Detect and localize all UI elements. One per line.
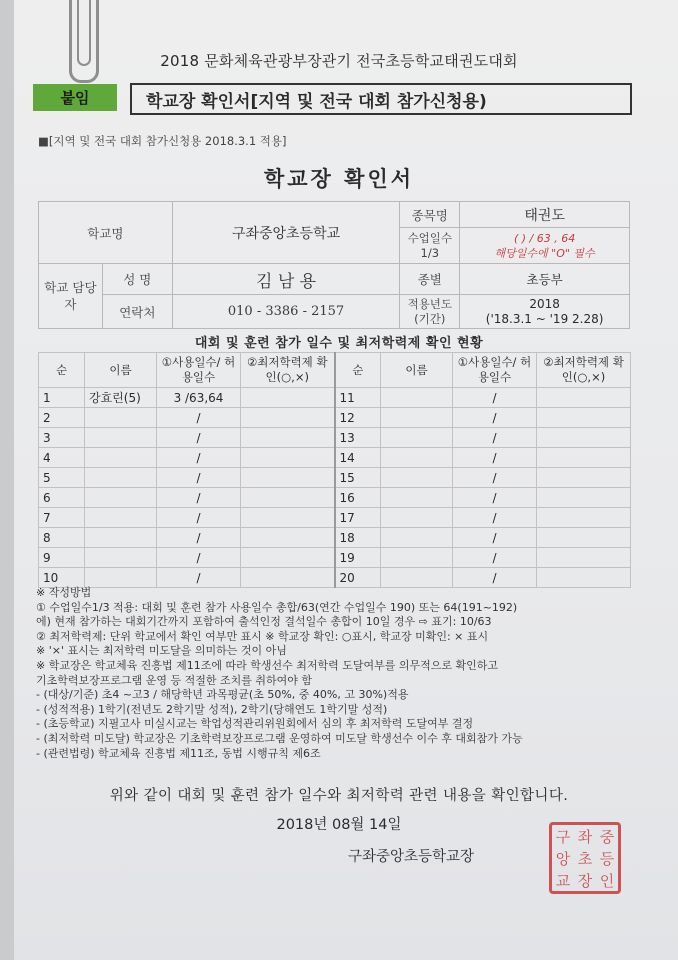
instruction-line: 에) 현재 참가하는 대회기간까지 포함하여 출석인정 결석일수 총합이 10일 경우 ⇨ 표기: 10/63 xyxy=(36,615,492,629)
year-label: 적용년도 (기간) xyxy=(400,295,460,329)
table-row xyxy=(39,548,631,568)
col-no: 순 xyxy=(39,353,85,388)
row-min xyxy=(537,388,631,408)
instruction-line: 기초학력보장프로그램 운영 등 적절한 조치를 취하여야 함 xyxy=(36,673,313,687)
year-value: 2018 xyxy=(529,296,560,311)
instruction-line: - (성적적용) 1학기(전년도 2학기말 성적), 2학기(당해연도 1학기말 성적) xyxy=(36,702,388,716)
row-name xyxy=(85,508,157,528)
instruction-line: ※ '×' 표시는 최저학력 미도달을 의미하는 것이 아님 xyxy=(36,644,287,658)
row-min xyxy=(241,508,335,528)
col-no: 순 xyxy=(335,353,381,388)
row-min xyxy=(241,448,335,468)
col-min: ②최저학력제 확인(○,×) xyxy=(241,353,335,388)
instruction-line: - (최저학력 미도달) 학교장은 기초학력보장프로그램 운영하여 미도달 학생선수 이수 후 대회참가 가능 xyxy=(36,731,523,745)
confirmation-statement: 위와 같이 대회 및 훈련 참가 일수와 최저학력 관련 내용을 확인합니다. xyxy=(109,788,569,804)
event-title: 2018 문화체육관광부장관기 전국초등학교태권도대회 xyxy=(160,52,518,70)
section-title: 대회 및 훈련 참가 일수 및 최저학력제 확인 현황 xyxy=(194,336,484,351)
row-no: 10 xyxy=(39,568,85,588)
row-name xyxy=(85,468,157,488)
row-no: 2 xyxy=(39,408,85,428)
row-name xyxy=(85,428,157,448)
form-title: 학교장 확인서[지역 및 전국 대회 참가신청용) xyxy=(130,83,632,115)
row-min xyxy=(537,428,631,448)
row-name xyxy=(381,388,453,408)
row-min xyxy=(537,528,631,548)
row-days: / xyxy=(157,408,241,428)
row-name xyxy=(381,508,453,528)
row-no: 6 xyxy=(39,488,85,508)
seal-char: 구 xyxy=(555,827,571,846)
seal-char: 초 xyxy=(577,849,593,868)
row-days: / xyxy=(453,568,537,588)
category-label: 종별 xyxy=(400,264,460,295)
row-days: / xyxy=(453,468,537,488)
year-range: ('18.3.1 ~ '19 2.28) xyxy=(485,311,604,326)
school-name-value: 구좌중앙초등학교 xyxy=(172,202,400,264)
attachment-badge: 붙임 xyxy=(33,84,117,111)
row-min xyxy=(241,548,335,568)
participation-table xyxy=(38,352,631,588)
row-no: 18 xyxy=(335,528,381,548)
row-min xyxy=(241,388,335,408)
table-row xyxy=(39,408,631,428)
col-days: ①사용일수/ 허용일수 xyxy=(157,353,241,388)
row-no: 3 xyxy=(39,428,85,448)
instruction-line: - (관련법령) 학교체육 진흥법 제11조, 동법 시행규칙 제6조 xyxy=(36,746,321,760)
col-min: ②최저학력제 확인(○,×) xyxy=(537,353,631,388)
confirmation-date: 2018년 08월 14일 xyxy=(276,817,402,833)
row-name xyxy=(85,548,157,568)
school-days-note: 해당일수에 "O" 필수 xyxy=(494,246,595,260)
row-name xyxy=(381,468,453,488)
staff-name-label: 성 명 xyxy=(102,264,172,295)
row-days: / xyxy=(453,488,537,508)
row-min xyxy=(241,488,335,508)
seal-char: 장 xyxy=(577,871,593,890)
row-name xyxy=(85,568,157,588)
row-min xyxy=(537,448,631,468)
row-days: / xyxy=(157,428,241,448)
row-days: / xyxy=(453,428,537,448)
row-min xyxy=(241,428,335,448)
seal-char: 등 xyxy=(599,849,615,868)
row-no: 13 xyxy=(335,428,381,448)
table-row xyxy=(39,488,631,508)
row-min xyxy=(537,468,631,488)
table-row xyxy=(39,468,631,488)
row-no: 16 xyxy=(335,488,381,508)
row-days: / xyxy=(157,448,241,468)
row-name xyxy=(381,448,453,468)
col-name: 이름 xyxy=(381,353,453,388)
row-no: 1 xyxy=(39,388,85,408)
row-days: 3 /63,64 xyxy=(157,388,241,408)
instruction-line: ※ 학교장은 학교체육 진흥법 제11조에 따라 학생선수 최저학력 도달여부를 의무적으로 확인하고 xyxy=(36,658,498,672)
row-days: / xyxy=(157,548,241,568)
row-name xyxy=(85,408,157,428)
row-no: 17 xyxy=(335,508,381,528)
contact-label: 연락처 xyxy=(102,295,172,329)
table-row xyxy=(39,508,631,528)
instruction-line: - (대상/기준) 초4 ~고3 / 해당학년 과목평균(초 50%, 중 40%, 고 30%)적용 xyxy=(36,688,409,702)
row-no: 8 xyxy=(39,528,85,548)
row-no: 4 xyxy=(39,448,85,468)
table-row xyxy=(39,568,631,588)
row-min xyxy=(241,568,335,588)
instruction-line: ① 수업일수1/3 적용: 대회 및 훈련 참가 사용일수 총합/63(연간 수업일수 190) 또는 64(191~192) xyxy=(36,600,518,614)
category-value: 초등부 xyxy=(460,264,630,295)
row-min xyxy=(241,468,335,488)
row-days: / xyxy=(453,508,537,528)
principal-signature: 구좌중앙초등학교장 xyxy=(348,849,475,865)
row-name xyxy=(85,528,157,548)
row-days: / xyxy=(453,388,537,408)
row-days: / xyxy=(453,448,537,468)
sport-value: 태권도 xyxy=(460,202,630,228)
table-row xyxy=(39,448,631,468)
row-name xyxy=(85,448,157,468)
row-days: / xyxy=(453,528,537,548)
seal-char: 중 xyxy=(599,827,615,846)
row-days: / xyxy=(157,528,241,548)
row-min xyxy=(537,508,631,528)
official-seal-icon xyxy=(549,822,621,894)
table-row xyxy=(39,388,631,408)
row-no: 14 xyxy=(335,448,381,468)
school-info-table xyxy=(38,201,630,329)
row-days: / xyxy=(157,468,241,488)
row-no: 12 xyxy=(335,408,381,428)
instruction-line: - (초등학교) 지필고사 미실시교는 학업성적관리위원회에서 심의 후 최저학력 도달여부 결정 xyxy=(36,717,474,731)
writing-instructions xyxy=(36,586,641,761)
row-min xyxy=(537,548,631,568)
row-name xyxy=(381,488,453,508)
row-no: 7 xyxy=(39,508,85,528)
seal-char: 인 xyxy=(599,871,615,890)
instruction-line: ※ 작성방법 xyxy=(36,586,92,599)
row-days: / xyxy=(157,508,241,528)
row-no: 15 xyxy=(335,468,381,488)
seal-char: 좌 xyxy=(577,827,593,846)
seal-char: 교 xyxy=(555,871,571,890)
row-no: 5 xyxy=(39,468,85,488)
row-days: / xyxy=(157,488,241,508)
row-days: / xyxy=(453,408,537,428)
col-name: 이름 xyxy=(85,353,157,388)
row-name xyxy=(381,548,453,568)
row-no: 11 xyxy=(335,388,381,408)
row-name xyxy=(381,528,453,548)
contact-value: 010 - 3386 - 2157 xyxy=(172,295,400,329)
staff-name-value: 김 남 용 xyxy=(172,264,400,295)
applicability-note: ■[지역 및 전국 대회 참가신청용 2018.3.1 적용] xyxy=(38,134,287,148)
sport-label: 종목명 xyxy=(400,202,460,228)
row-name xyxy=(85,488,157,508)
row-no: 19 xyxy=(335,548,381,568)
instruction-line: ② 최저학력제: 단위 학교에서 확인 여부만 표시 ※ 학교장 확인: ○표시, 학교장 미확인: × 표시 xyxy=(36,629,489,643)
row-no: 20 xyxy=(335,568,381,588)
row-min xyxy=(537,408,631,428)
row-days: / xyxy=(453,548,537,568)
document-title: 학교장 확인서 xyxy=(263,167,415,191)
school-days-label: 수업일수 1/3 xyxy=(400,228,460,264)
school-name-label: 학교명 xyxy=(39,202,173,264)
row-name xyxy=(381,428,453,448)
school-days-value: ( ) / 63 , 64 xyxy=(513,231,576,245)
row-min xyxy=(241,408,335,428)
staff-label: 학교 담당자 xyxy=(39,264,103,329)
row-name xyxy=(381,568,453,588)
row-days: / xyxy=(157,568,241,588)
table-row xyxy=(39,428,631,448)
row-name: 강효린(5) xyxy=(85,388,157,408)
row-min xyxy=(537,488,631,508)
col-days: ①사용일수/ 허용일수 xyxy=(453,353,537,388)
row-name xyxy=(381,408,453,428)
row-no: 9 xyxy=(39,548,85,568)
seal-char: 앙 xyxy=(555,849,571,868)
row-min xyxy=(241,528,335,548)
row-min xyxy=(537,568,631,588)
table-row xyxy=(39,528,631,548)
